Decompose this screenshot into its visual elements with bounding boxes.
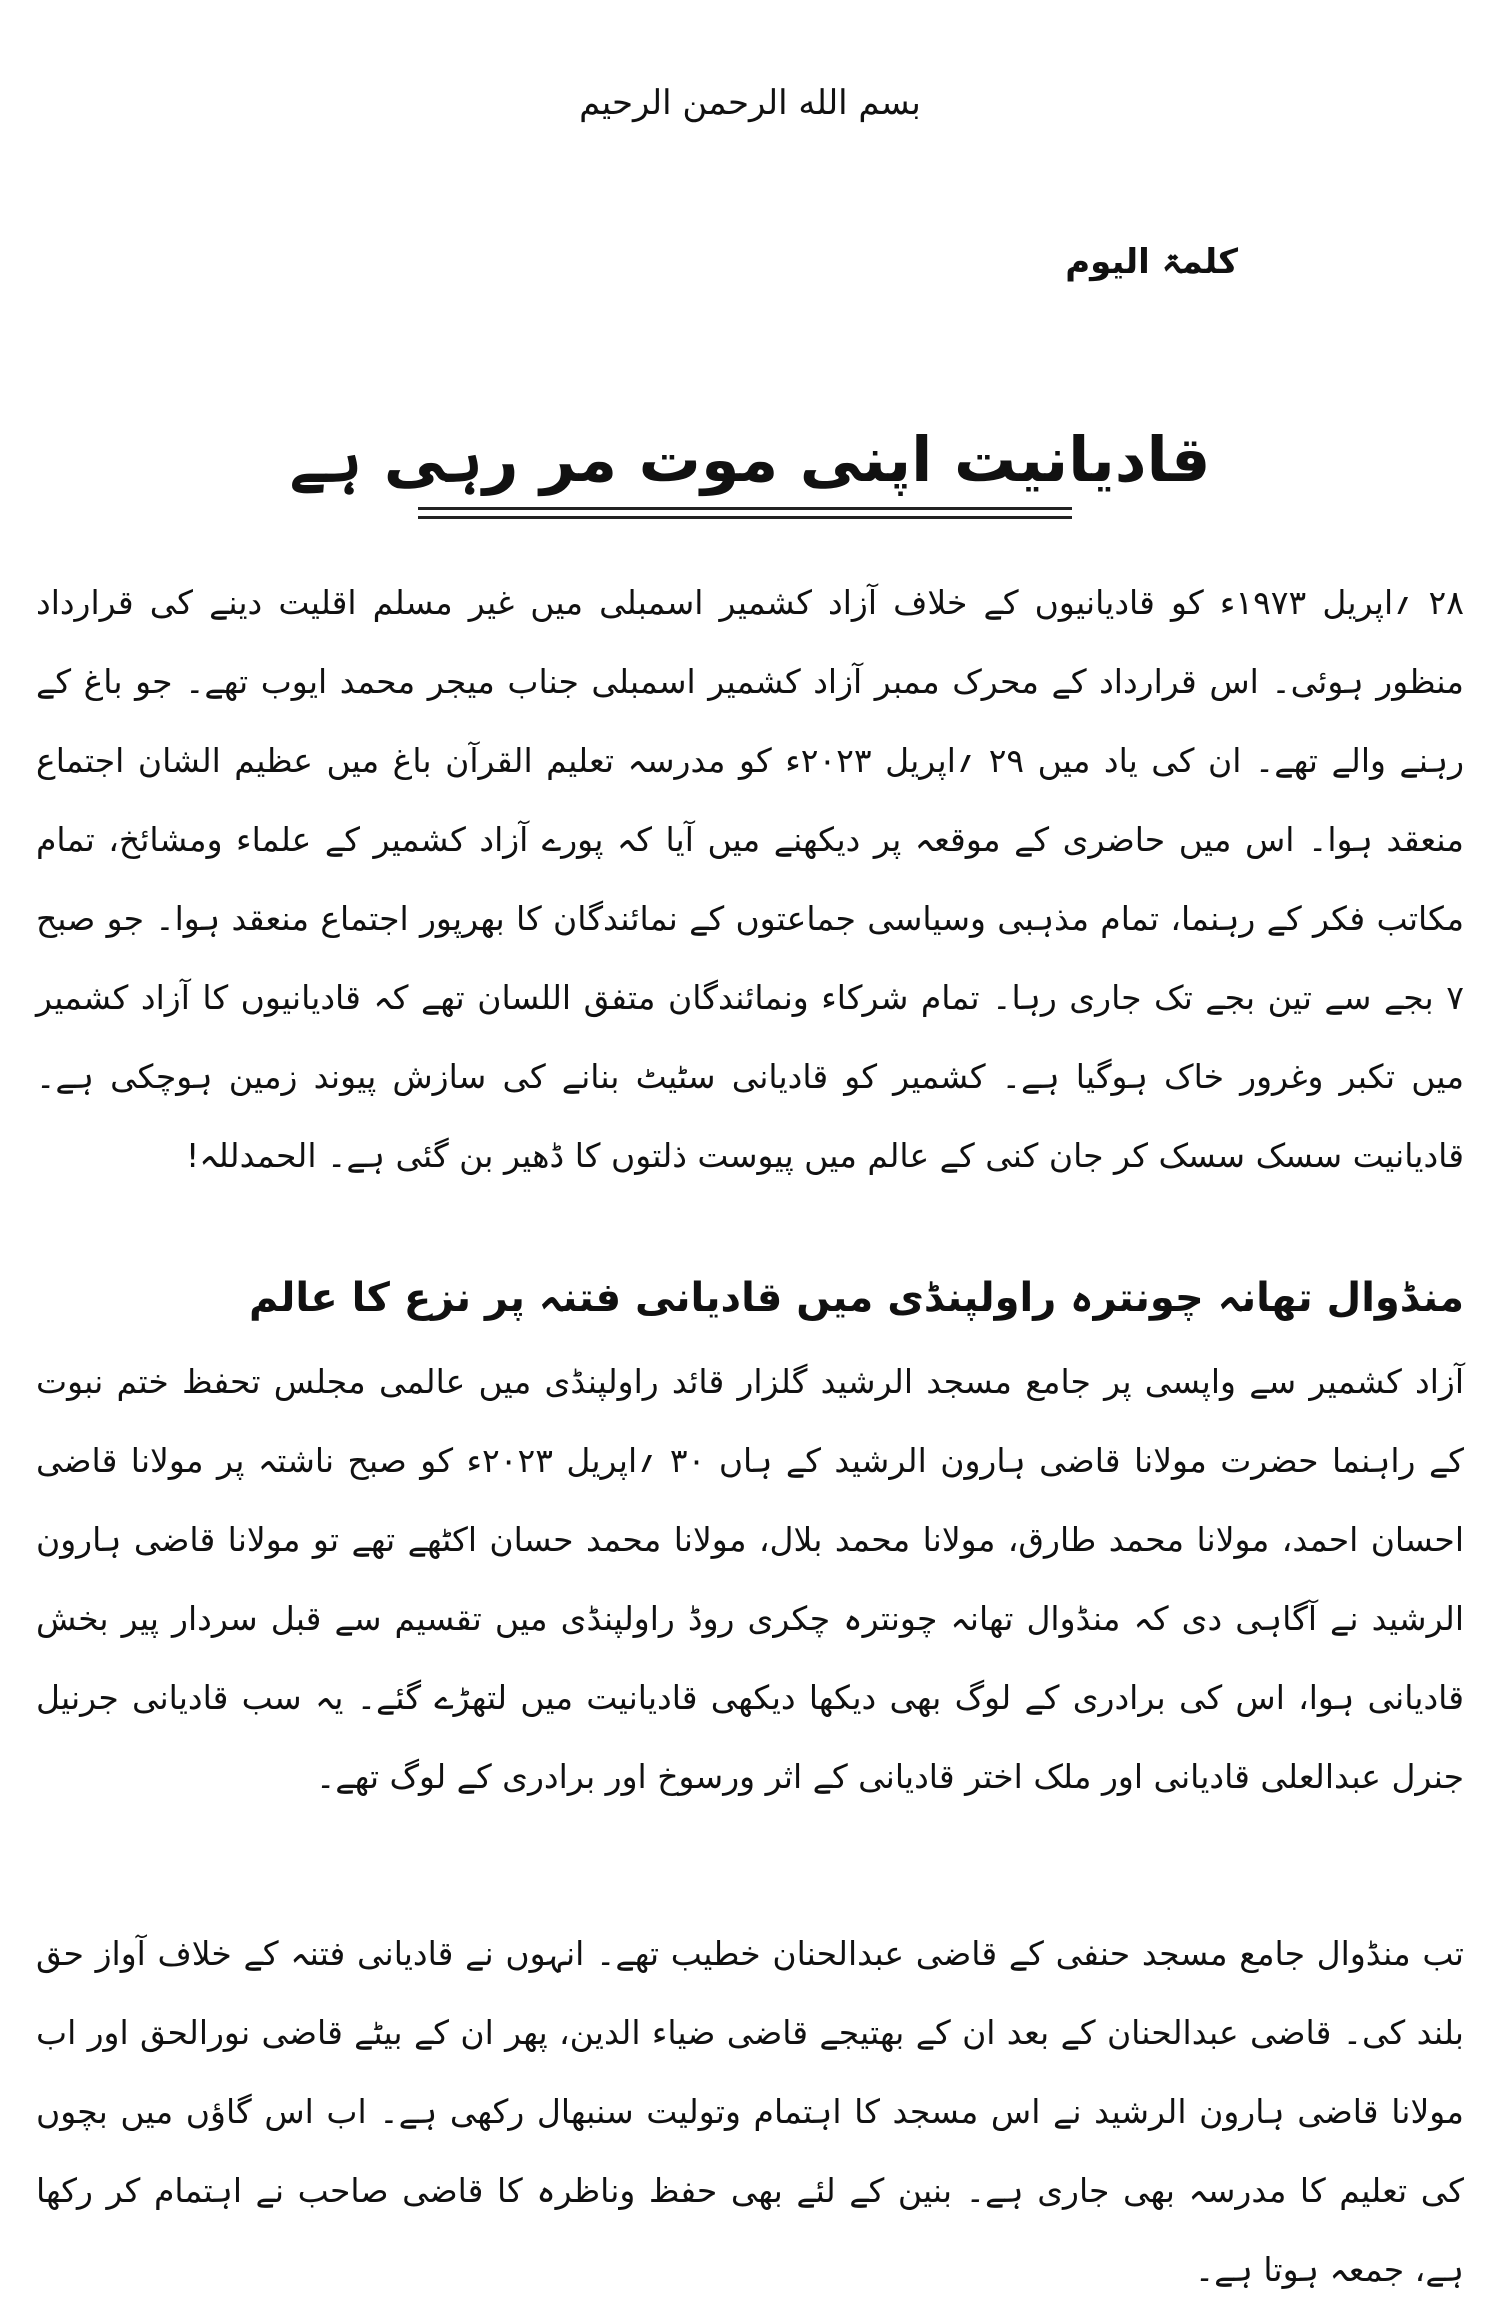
- paragraph-3: تب منڈوال جامع مسجد حنفی کے قاضی عبدالحنان خطیب تھے۔ انہوں نے قادیانی فتنہ کے خلاف آواز حق بلند کی۔ قاضی عبدالحنان کے بعد ان کے بھتیجے قاضی ضیاء الدین، پھر ان کے بیٹے قاضی نورالحق اور اب مولانا قاضی ہارون الرشید نے اس مسجد کا اہتمام وتولیت سنبھال رکھی ہے۔ اب اس گاؤں میں بچوں کی تعلیم کا مدرسہ بھی جاری ہے۔ بنین کے لئے بھی حفظ وناظرہ کا قاضی صاحب نے اہتمام کر رکھا ہے، جمعہ ہوتا ہے۔: [36, 1934, 1464, 2289]
- column-label: کلمۃ الیوم: [1065, 242, 1238, 282]
- title-underline-top: [418, 507, 1072, 510]
- paragraph-1: ۲۸ ؍اپریل ۱۹۷۳ء کو قادیانیوں کے خلاف آزاد کشمیر اسمبلی میں غیر مسلم اقلیت دینے کی قرارداد منظور ہوئی۔ اس قرارداد کے محرک ممبر آزاد کشمیر اسمبلی جناب میجر محمد ایوب تھے۔ جو باغ کے رہنے والے تھے۔ ان کی یاد میں ۲۹ ؍اپریل ۲۰۲۳ء کو مدرسہ تعلیم القرآن باغ میں عظیم الشان اجتماع منعقد ہوا۔ اس میں حاضری کے موقعہ پر دیکھنے میں آیا کہ پورے آزاد کشمیر کے علماء ومشائخ، تمام مکاتب فکر کے رہنما، تمام مذہبی وسیاسی جماعتوں کے نمائندگان کا بھرپور اجتماع منعقد ہوا۔ جو صبح ۷ بجے سے تین بجے تک جاری رہا۔ تمام شرکاء ونمائندگان متفق اللسان تھے کہ قادیانیوں کا آزاد کشمیر میں تکبر وغرور خاک ہوگیا ہے۔ کشمیر کو قادیانی سٹیٹ بنانے کی سازش پیوند زمین ہوچکی ہے۔ قادیانیت سسک سسک کر جان کنی کے عالم میں پیوست ذلتوں کا ڈھیر بن گئی ہے۔ الحمدللہ!: [36, 583, 1465, 1175]
- paragraph-2: آزاد کشمیر سے واپسی پر جامع مسجد الرشید گلزار قائد راولپنڈی میں عالمی مجلس تحفظ ختم نبوت کے راہنما حضرت مولانا قاضی ہارون الرشید کے ہاں ۳۰ ؍اپریل ۲۰۲۳ء کو صبح ناشتہ پر مولانا قاضی احسان احمد، مولانا محمد طارق، مولانا محمد بلال، مولانا محمد حسان اکٹھے تھے تو مولانا قاضی ہارون الرشید نے آگاہی دی کہ منڈوال تھانہ چونترہ چکری روڈ راولپنڈی میں تقسیم سے قبل سردار پیر بخش قادیانی ہوا، اس کی برادری کے لوگ بھی دیکھا دیکھی قادیانیت میں لتھڑے گئے۔ یہ سب قادیانی جرنیل جنرل عبدالعلی قادیانی اور ملک اختر قادیانی کے اثر ورسوخ اور برادری کے لوگ تھے۔: [36, 1362, 1464, 1796]
- article-title: قادیانیت اپنی موت مر رہی ہے: [289, 423, 1211, 496]
- bismillah-heading: بسم الله الرحمن الرحيم: [579, 83, 921, 123]
- title-underline-bottom: [418, 516, 1072, 519]
- section-subheading: منڈوال تھانہ چونترہ راولپنڈی میں قادیانی فتنہ پر نزع کا عالم: [248, 1275, 1464, 1321]
